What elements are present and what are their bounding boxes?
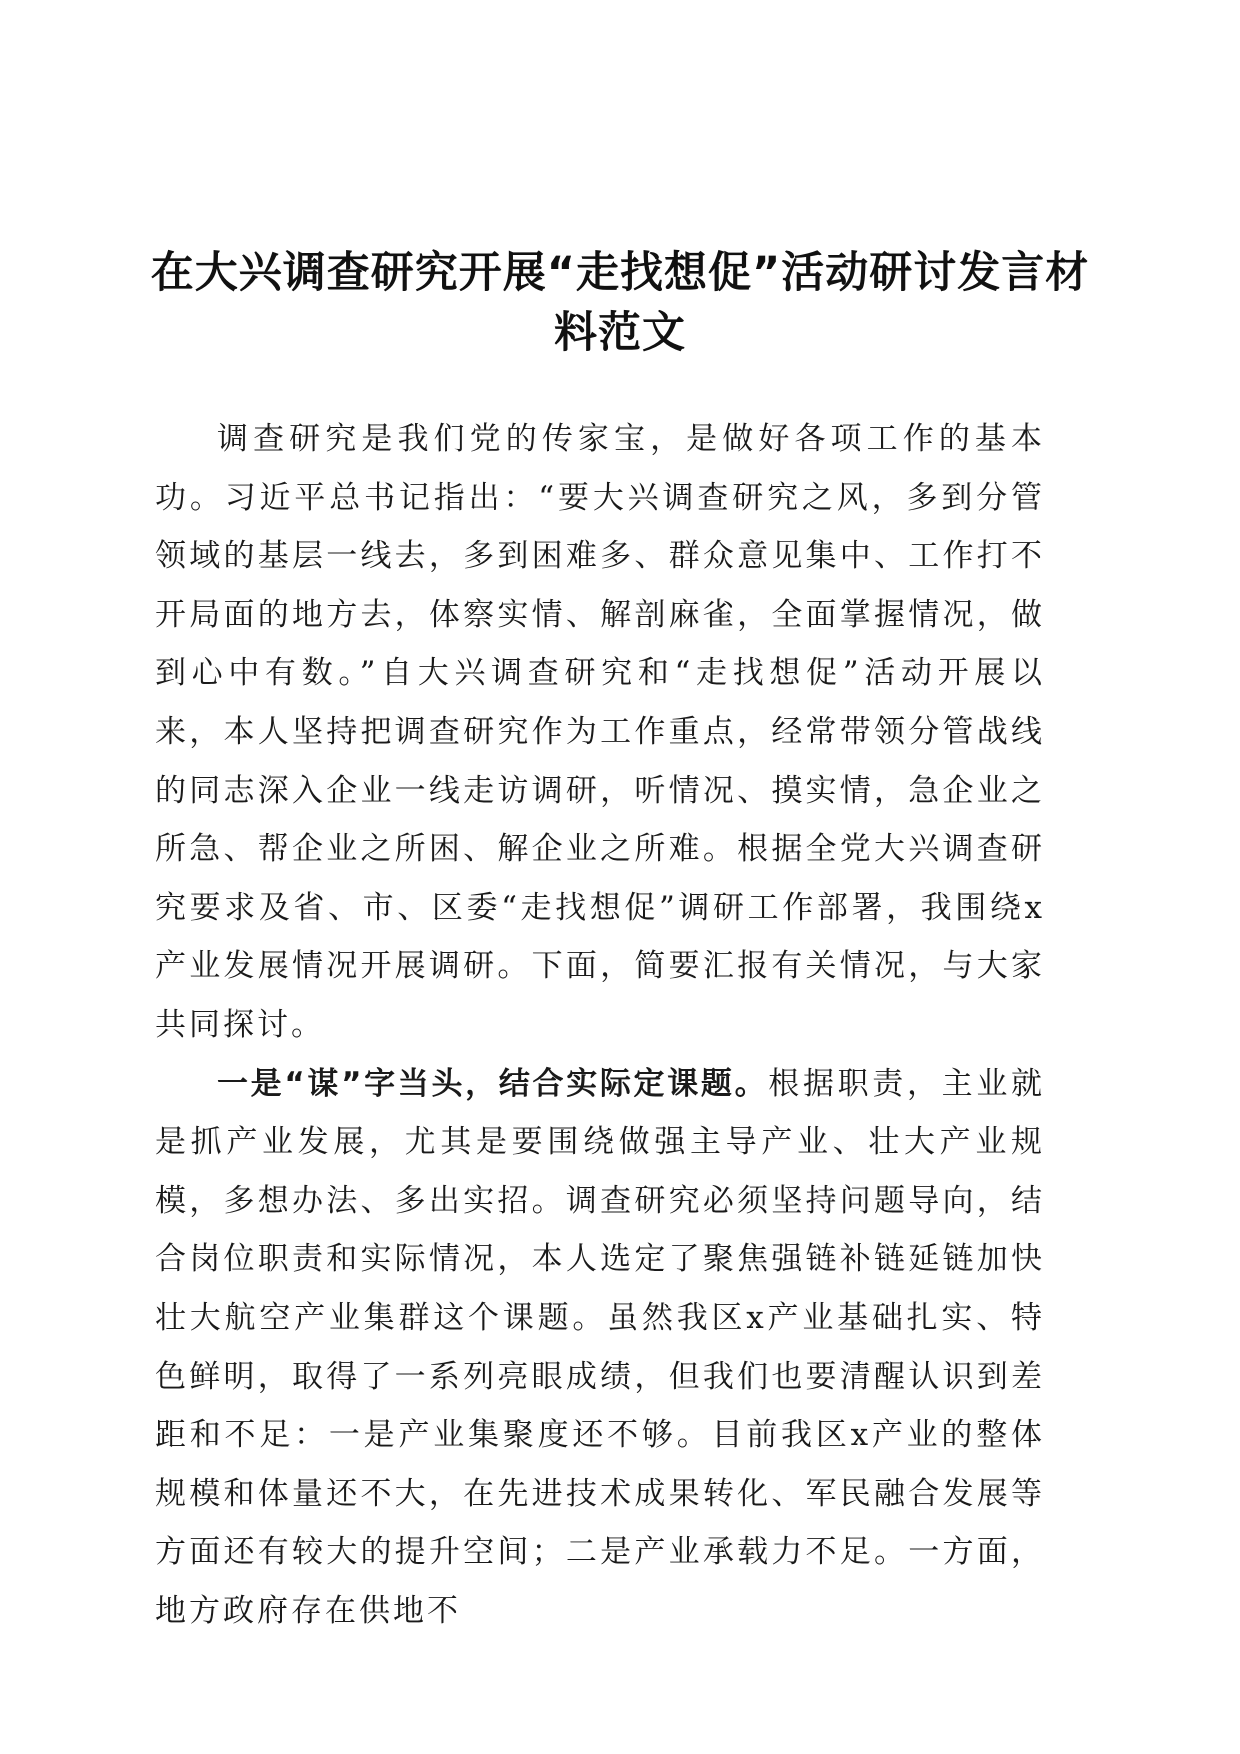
document-title: 在大兴调查研究开展“走找想促”活动研讨发言材料范文 [150, 248, 1090, 358]
paragraph-point-one-text: 根据职责，主业就是抓产业发展，尤其是要围绕做强主导产业、壮大产业规模，多想办法、多出实招。调查研究必须坚持问题导向，结合岗位职责和实际情况，本人选定了聚焦强链补链延链加快壮大航空产业集群这个课题。虽然我区x产业基础扎实、特色鲜明，取得了一系列亮眼成绩，但我们也要清醒认识到差距和不足：一是产业集聚度还不够。目前我区x产业的整体规模和体量还不大，在先进技术成果转化、军民融合发展等方面还有较大的提升空间；二是产业承载力不足。一方面，地方政府存在供地不 [155, 1065, 1046, 1629]
document-body [155, 410, 1045, 1640]
paragraph-lead-heading: 一是“谋”字当头，结合实际定课题。 [217, 1065, 769, 1102]
paragraph-intro: 调查研究是我们党的传家宝，是做好各项工作的基本功。习近平总书记指出：“要大兴调查研究之风，多到分管领域的基层一线去，多到困难多、群众意见集中、工作打不开局面的地方去，体察实情、解剖麻雀，全面掌握情况，做到心中有数。”自大兴调查研究和“走找想促”活动开展以来，本人坚持把调查研究作为工作重点，经常带领分管战线的同志深入企业一线走访调研，听情况、摸实情，急企业之所急、帮企业之所困、解企业之所难。根据全党大兴调查研究要求及省、市、区委“走找想促”调研工作部署，我围绕x产业发展情况开展调研。下面，简要汇报有关情况，与大家共同探讨。 [155, 421, 1045, 1043]
paragraph-point-one [155, 1055, 1045, 1641]
